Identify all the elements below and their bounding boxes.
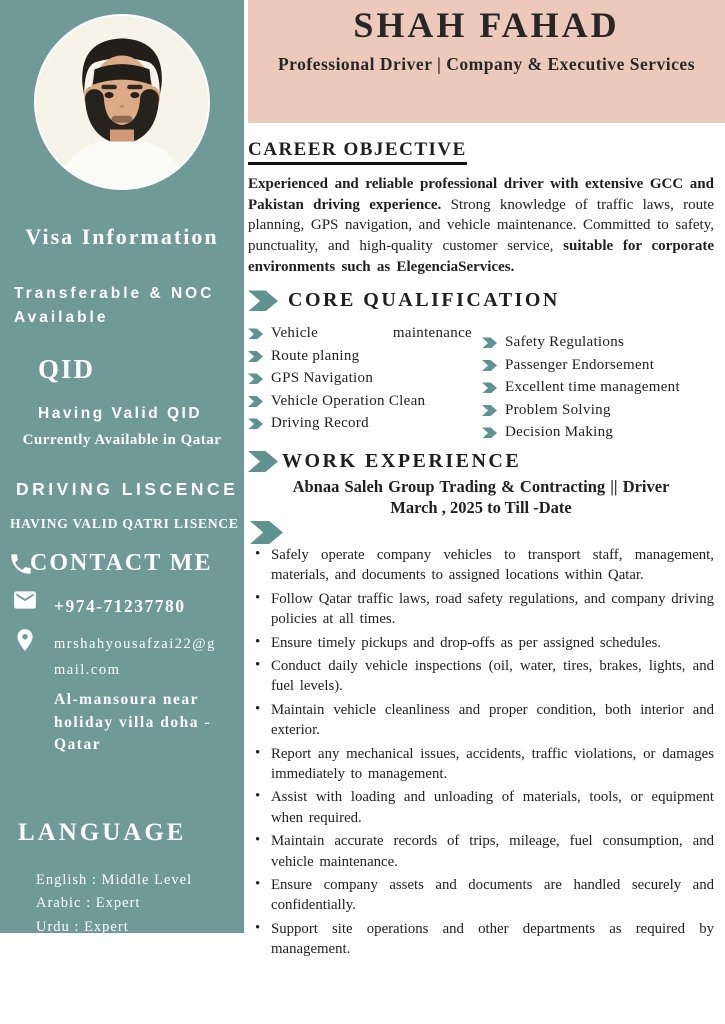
qualification-item: Excellent time management (505, 379, 680, 396)
chevron-icon (248, 290, 278, 311)
language-item: Arabic : Expert (36, 895, 141, 912)
sidebar (0, 0, 244, 959)
chevron-icon (482, 405, 497, 416)
experience-company: Abnaa Saleh Group Trading & Contracting || Driver (292, 476, 670, 496)
experience-period: March , 2025 to Till -Date (390, 498, 572, 518)
language-item: Urdu : Expert (36, 918, 129, 935)
bullet-dot-icon: • (255, 633, 261, 650)
bullet-dot-icon: • (255, 788, 261, 805)
qualification-item: Vehicle Operation Clean (271, 392, 426, 409)
language-section-title: LANGUAGE (18, 818, 187, 846)
bullet-text: Conduct daily vehicle inspections (oil, water, tires, brakes, lights, and fuel levels). (271, 657, 714, 695)
language-item: English : Middle Level (36, 871, 193, 888)
language-item: Pashto : Expert (36, 942, 140, 959)
experience-bullet (248, 545, 714, 586)
objective-tail: suitable for corporate environments such as ElegenciaServices. (248, 238, 714, 275)
qualification-item: GPS Navigation (271, 370, 374, 387)
chevron-icon (482, 360, 497, 371)
qualification-item: Vehicle maintenance (271, 325, 472, 342)
qualification-columns (248, 323, 714, 445)
contact-section-title: CONTACT ME (30, 550, 213, 577)
bullet-dot-icon: • (255, 545, 261, 562)
profile-photo (34, 14, 210, 190)
bullet-dot-icon: • (255, 589, 261, 606)
experience-bullet (248, 656, 714, 697)
qualification-item: Decision Making (505, 424, 614, 441)
qualification-heading: CORE QUALIFICATION (288, 289, 560, 312)
bullet-text: Maintain vehicle cleanliness and proper condition, both interior and exterior. (271, 701, 714, 739)
chevron-icon (248, 451, 278, 472)
candidate-title: Professional Driver | Company & Executive Services (277, 54, 696, 74)
experience-bullet (248, 700, 714, 741)
experience-bullet (248, 875, 714, 916)
chevron-icon (248, 396, 263, 407)
experience-bullet (248, 633, 714, 653)
chevron-icon (250, 521, 283, 544)
bullet-text: Report any mechanical issues, accidents, traffic violations, or damages immediately to management. (271, 745, 714, 782)
qid-section-title: QID (38, 354, 96, 385)
experience-heading: WORK EXPERIENCE (282, 449, 522, 472)
qid-availability-note: Currently Available in Qatar (22, 432, 222, 449)
bullet-dot-icon: • (255, 919, 261, 936)
bullet-text: Ensure timely pickups and drop-offs as per assigned schedules. (271, 634, 662, 651)
bullet-text: Safely operate company vehicles to transport staff, management, materials, and documents to assigned locations within Qatar. (271, 546, 714, 584)
license-value: HAVING VALID QATRI LISENCE (10, 516, 239, 532)
objective-body: Strong knowledge of traffic laws, route planning, GPS navigation, and vehicle maintenance. Committed to safety, punctuality, and high-quality customer service, (248, 196, 714, 255)
bullet-text: Ensure company assets and documents are handled securely and confidentially. (271, 877, 714, 914)
objective-paragraph (248, 174, 714, 277)
objective-heading: CAREER OBJECTIVE (248, 139, 467, 165)
phone-number[interactable]: +974-71237780 (54, 596, 186, 617)
bullet-dot-icon: • (255, 656, 261, 673)
chevron-icon (482, 337, 497, 348)
bullet-dot-icon: • (255, 700, 261, 717)
avatar (36, 16, 208, 188)
visa-value: Transferable & NOC Available (14, 285, 215, 327)
visa-section-title: Visa Information (25, 224, 219, 249)
objective-lead: Experienced and reliable professional driver with extensive GCC and Pakistan driving experience. (248, 176, 714, 213)
qualification-item: Driving Record (271, 415, 369, 432)
experience-bullet (248, 831, 714, 872)
location-icon (12, 627, 38, 653)
qualification-item: Passenger Endorsement (505, 356, 655, 373)
experience-bullet (248, 744, 714, 785)
license-section-title: DRIVING LISCENCE (16, 479, 239, 500)
postal-address: Al-mansoura near holiday villa doha -Qatar (54, 691, 212, 754)
candidate-name: SHAH FAHAD (353, 5, 620, 45)
bullet-text: Follow Qatar traffic laws, road safety regulations, and company driving policies at all times. (271, 590, 714, 628)
experience-bullet (248, 589, 714, 630)
bullet-text: Support site operations and other departments as required by management. (271, 920, 714, 958)
qid-value: Having Valid QID (38, 405, 203, 423)
qualification-item: Safety Regulations (505, 334, 625, 351)
chevron-icon (482, 427, 497, 438)
bullet-dot-icon: • (255, 876, 261, 893)
experience-bullet-list (248, 545, 714, 960)
email-address[interactable]: mrshahyousafzai22@gmail.com (54, 636, 216, 679)
chevron-icon (248, 351, 263, 362)
main-content (246, 123, 725, 1024)
chevron-icon (482, 382, 497, 393)
experience-bullet (248, 787, 714, 828)
bullet-dot-icon: • (255, 744, 261, 761)
bullet-text: Assist with loading and unloading of materials, tools, or equipment when required. (271, 789, 714, 826)
bullet-text: Maintain accurate records of trips, mileage, fuel consumption, and vehicle maintenance. (271, 833, 714, 870)
chevron-icon (248, 418, 263, 429)
qualification-item: Problem Solving (505, 401, 611, 418)
chevron-icon (248, 373, 263, 384)
bullet-dot-icon: • (255, 832, 261, 849)
experience-bullet (248, 919, 714, 960)
chevron-icon (248, 328, 263, 339)
qualification-item: Route planing (271, 347, 360, 364)
language-list (0, 869, 244, 963)
header-band (248, 0, 725, 123)
mail-icon (12, 587, 38, 613)
